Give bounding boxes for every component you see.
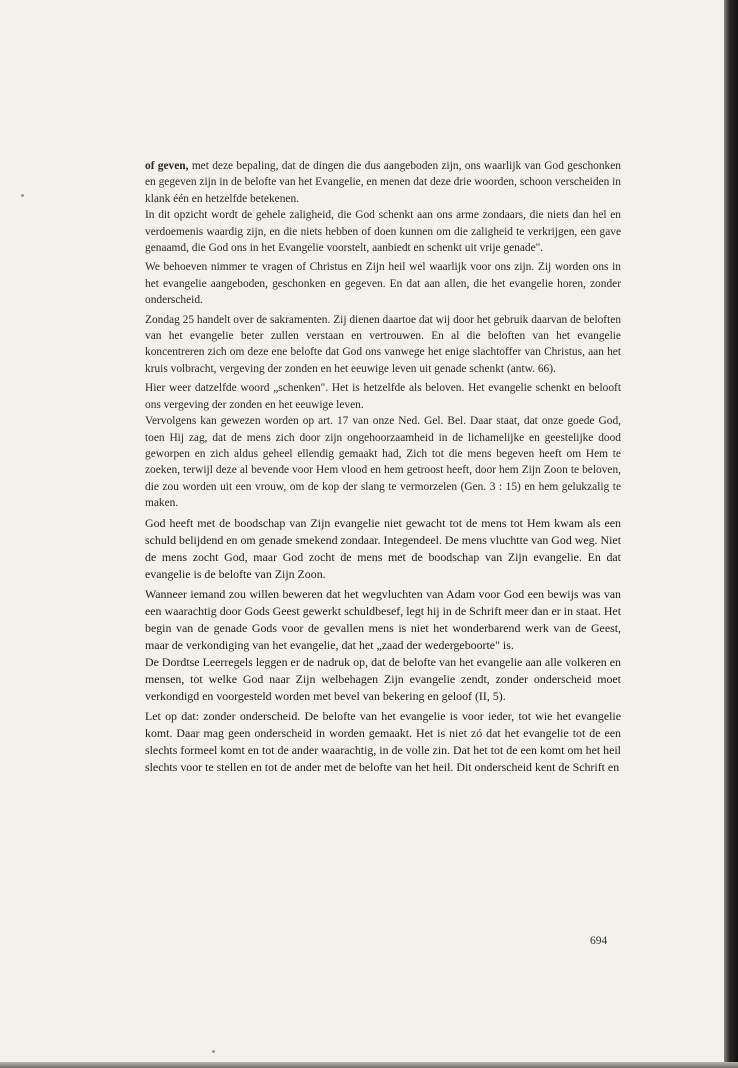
paragraph-1-text: met deze bepaling, dat de dingen die dus aangeboden zijn, ons waarlijk van God geschonken en gegeven zijn in de belofte van het Evangelie, en menen dat deze drie woorden, schoon verscheiden in klank één en hetzelfde betekenen. xyxy=(145,160,622,205)
paragraph-9: De Dordtse Leerregels leggen er de nadruk op, dat de belofte van het evangelie aan alle volkeren en mensen, tot welke God naar Zijn welbehagen Zijn evangelie zendt, zonder onderscheid moet verkondigd en voorgesteld worden met bevel van bekering en geloof (II, 5). xyxy=(145,654,621,703)
paragraph-7: God heeft met de boodschap van Zijn evangelie niet gewacht tot de mens tot Hem kwam als een schuld belijdend en om genade smekend zondaar. Integendeel. De mens vluchtte van God weg. Niet de mens zocht God, maar God zocht de mens met de boodschap van Zijn evangelie. En dat evangelie is de belofte van Zijn Zoon. xyxy=(145,515,621,581)
page-edge-right xyxy=(724,0,738,1068)
paragraph-8: Wanneer iemand zou willen beweren dat het wegvluchten van Adam voor God een bewijs was van een waarachtig door Gods Geest gewerkt schuldbesef, legt hij in de Schrift meer dan er in staat. Het begin van de genade Gods voor de gevallen mens is niet het wonderbarend werk van de Geest, maar de verkondiging van het evangelie, dat het „zaad der wedergeboorte" is. xyxy=(145,586,621,652)
paragraph-5: Hier weer datzelfde woord „schenken". Het is hetzelfde als beloven. Het evangelie schenkt en belooft ons vergeving der zonden en het eeuwige leven. xyxy=(145,382,621,411)
paragraph-1-lead: of geven, xyxy=(145,160,189,172)
paragraph-1 xyxy=(145,158,621,207)
paper-speck xyxy=(21,194,24,197)
body-text xyxy=(145,158,621,776)
paragraph-2: In dit opzicht wordt de gehele zaligheid, die God schenkt aan ons arme zondaars, die niets dan hel en verdoemenis waardig zijn, en die niets hebben of doen kunnen om die zaligheid te verkrijgen, een gave genaamd, die God ons in het Evangelie voorstelt, aanbiedt en schenkt uit vrije genade". xyxy=(145,209,621,255)
paragraph-3: We behoeven nimmer te vragen of Christus en Zijn heil wel waarlijk voor ons zijn. Zij worden ons in het evangelie aangeboden, geschonken en gegeven. En dat aan allen, die het evangelie horen, zonder onderscheid. xyxy=(145,261,621,307)
page-edge-bottom xyxy=(0,1062,738,1068)
paragraph-6: Vervolgens kan gewezen worden op art. 17 van onze Ned. Gel. Bel. Daar staat, dat onze goede God, toen Hij zag, dat de mens zich door zijn ongehoorzaamheid in de lichamelijke en geestelijke dood geworpen en zich aldus geheel ellendig gemaakt had, Zich tot die mens begeven heeft om Hem te zoeken, terwijl deze al bevende voor Hem vlood en hem getroost heeft, door hem Zijn Zoon te beloven, die zou worden uit een vrouw, om de kop der slang te vermorzelen (Gen. 3 : 15) en hem gelukzalig te maken. xyxy=(145,415,621,510)
paragraph-10: Let op dat: zonder onderscheid. De belofte van het evangelie is voor ieder, tot wie het evangelie komt. Daar mag geen onderscheid in worden gemaakt. Het is niet zó dat het evangelie tot de een slechts formeel komt en tot de ander waarachtig, in de volle zin. Dat het tot de een komt om het heil slechts voor te stellen en tot de ander met de belofte van het heil. Dit onderscheid kent de Schrift en xyxy=(145,708,621,774)
paragraph-4: Zondag 25 handelt over de sakramenten. Zij dienen daartoe dat wij door het gebruik daarvan de beloften van het evangelie beter zullen verstaan en vertrouwen. En al die beloften van het evangelie koncentreren zich om deze ene belofte dat God ons vanwege het enige slachtoffer van Christus, aan het kruis volbracht, vergeving der zonden en het eeuwige leven uit genade schenkt (antw. 66). xyxy=(145,313,622,375)
paper-speck xyxy=(212,1050,215,1053)
page-number: 694 xyxy=(590,935,608,947)
